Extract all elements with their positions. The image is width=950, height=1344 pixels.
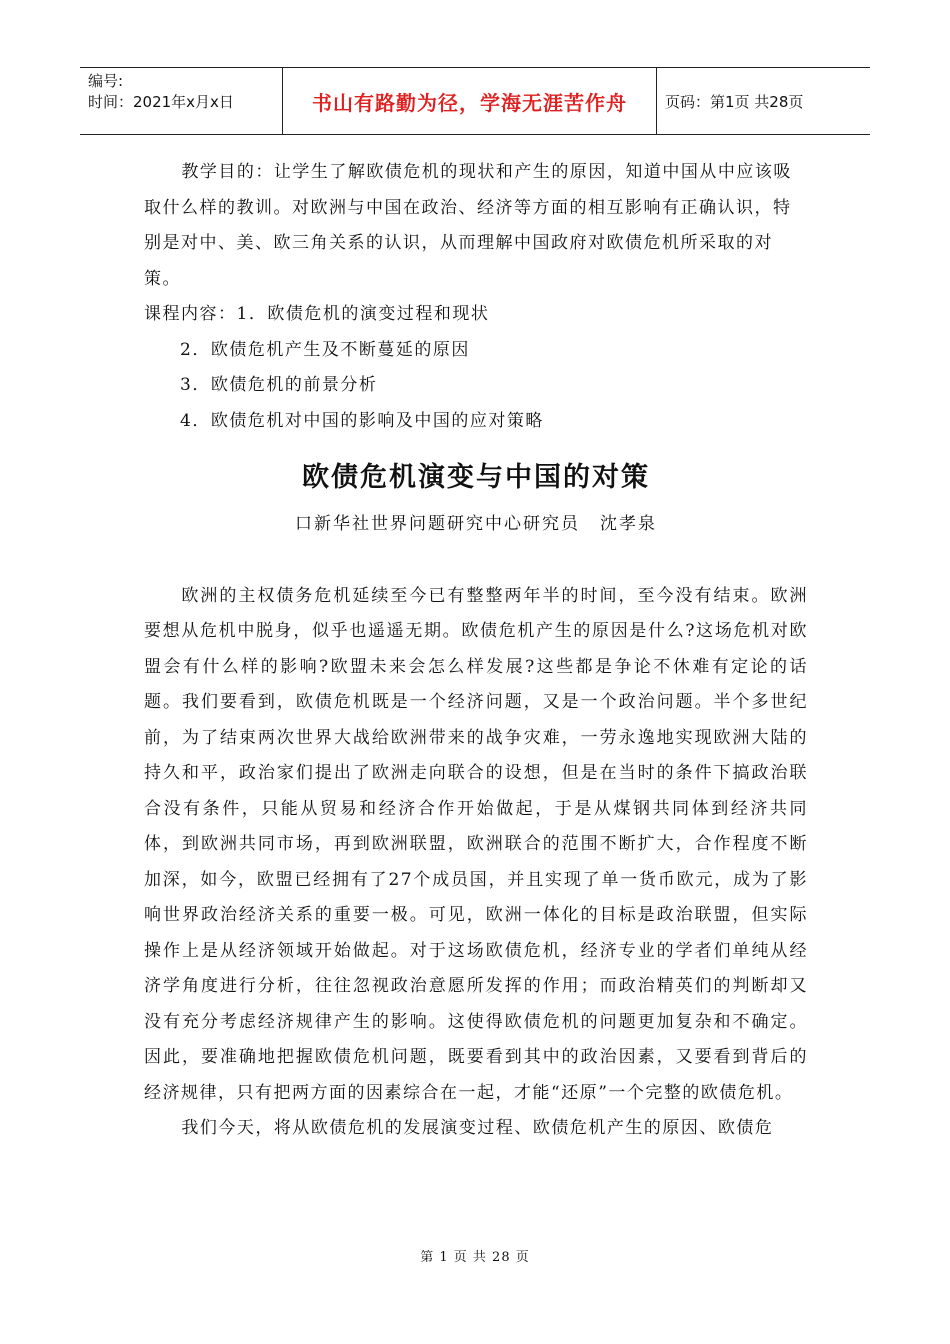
header-motto-cell <box>282 68 657 134</box>
article-title: 欧债危机演变与中国的对策 <box>302 462 650 493</box>
header-table <box>80 67 870 135</box>
header-left-cell <box>80 68 282 134</box>
spacer <box>144 543 808 579</box>
motto-text: 书山有路勤为径，学海无涯苦作舟 <box>312 90 627 115</box>
header-page-cell <box>657 68 870 134</box>
time-label: 时间：2021年x月x日 <box>88 93 234 111</box>
page-code: 页码：第1页 共28页 <box>665 92 804 111</box>
page-footer: 第 1 页 共 28 页 <box>420 1250 530 1265</box>
course-content-first: 课程内容：1．欧债危机的演变过程和现状 <box>144 304 490 324</box>
course-item: 3．欧债危机的前景分析 <box>180 375 378 395</box>
course-item: 4．欧债危机对中国的影响及中国的应对策略 <box>180 410 544 431</box>
author-org: 口新华社世界问题研究中心研究员 <box>295 514 580 534</box>
teaching-goal: 教学目的：让学生了解欧债危机的现状和产生的原因，知道中国从中应该吸取什么样的教训。对欧洲与中国在政治、经济等方面的相互影响有正确认识，特别是对中、美、欧三角关系的认识，从而理解中国政府对欧债危机所采取的对策。 <box>144 162 792 289</box>
document-body <box>144 155 808 1147</box>
article-author <box>144 507 808 543</box>
number-label: 编号: <box>88 72 124 90</box>
course-item: 2．欧债危机产生及不断蔓延的原因 <box>180 339 470 360</box>
paragraph: 我们今天，将从欧债危机的发展演变过程、欧债危机产生的原因、欧债危 <box>181 1118 774 1138</box>
paragraph: 欧洲的主权债务危机延续至今已有整整两年半的时间，至今没有结束。欧洲要想从危机中脱身，似乎也遥遥无期。欧债危机产生的原因是什么?这场危机对欧盟会有什么样的影响?欧盟未来会怎么样发展?这些都是争论不休难有定论的话题。我们要看到，欧债危机既是一个经济问题，又是一个政治问题。半个多世纪前，为了结束两次世界大战给欧洲带来的战争灾难，一劳永逸地实现欧洲大陆的持久和平，政治家们提出了欧洲走向联合的设想，但是在当时的条件下搞政治联合没有条件，只能从贸易和经济合作开始做起，于是从煤钢共同体到经济共同体，到欧洲共同市场，再到欧洲联盟，欧洲联合的范围不断扩大，合作程度不断加深，如今，欧盟已经拥有了27个成员国，并且实现了单一货币欧元，成为了影响世界政治经济关系的重要一极。可见，欧洲一体化的目标是政治联盟，但实际操作上是从经济领域开始做起。对于这场欧债危机，经济专业的学者们单纯从经济学角度进行分析，往往忽视政治意愿所发挥的作用；而政治精英们的判断却又没有充分考虑经济规律产生的影响。这使得欧债危机的问题更加复杂和不确定。因此，要准确地把握欧债危机问题，既要看到其中的政治因素，又要看到背后的经济规律，只有把两方面的因素综合在一起，才能“还原”一个完整的欧债危机。 <box>144 585 808 1103</box>
author-name: 沈孝泉 <box>600 514 657 534</box>
